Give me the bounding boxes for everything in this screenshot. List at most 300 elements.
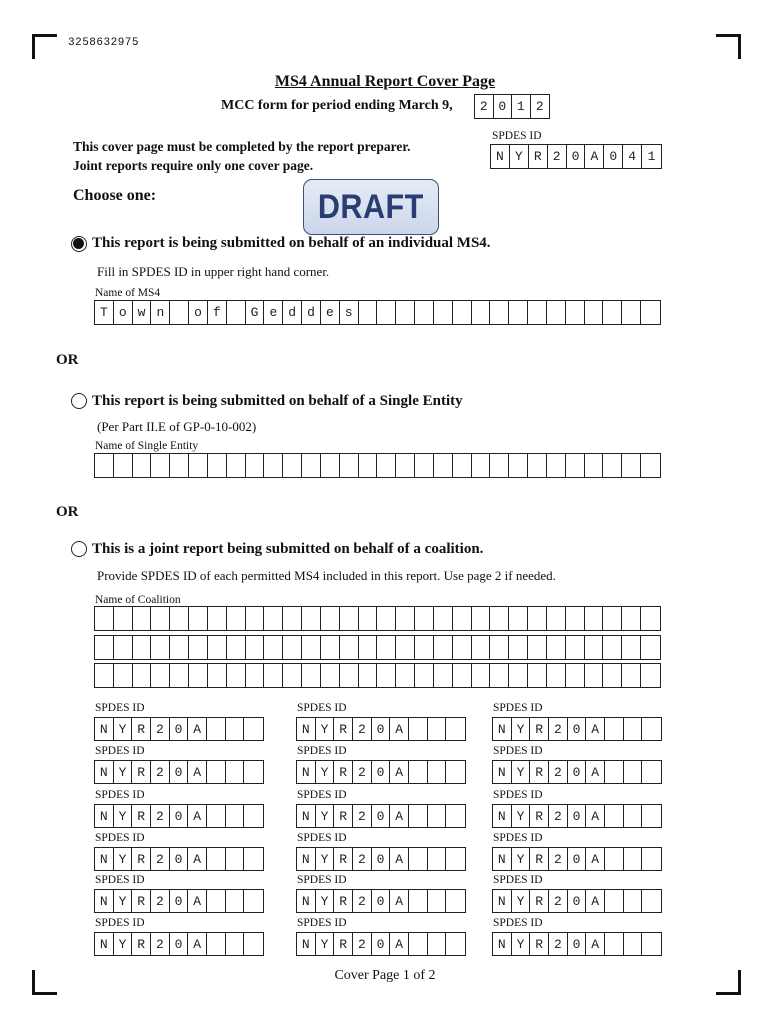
char-box (642, 890, 661, 912)
char-box (340, 664, 359, 687)
char-box (434, 607, 453, 630)
char-box (227, 301, 246, 324)
char-box (95, 636, 114, 659)
char-box (207, 933, 226, 955)
coalition-spdes-id-field[interactable] (296, 847, 466, 871)
char-box (446, 761, 465, 783)
char-box (472, 664, 491, 687)
char-box (566, 607, 585, 630)
char-box: N (493, 761, 512, 783)
doc-number: 3258632975 (68, 37, 140, 49)
char-box (428, 933, 447, 955)
char-box (264, 664, 283, 687)
char-box (641, 664, 660, 687)
char-box: R (530, 805, 549, 827)
char-box (409, 761, 428, 783)
char-box: Y (512, 805, 531, 827)
char-box (283, 664, 302, 687)
char-box (340, 607, 359, 630)
char-box (434, 636, 453, 659)
char-box (528, 301, 547, 324)
char-box (359, 607, 378, 630)
radio-individual-ms4[interactable] (71, 236, 87, 252)
char-box (409, 805, 428, 827)
char-box (566, 636, 585, 659)
char-box (321, 454, 340, 477)
char-box: 2 (151, 848, 170, 870)
char-box (246, 454, 265, 477)
coalition-spdes-label: SPDES ID (95, 917, 145, 929)
char-box (359, 454, 378, 477)
char-box (396, 607, 415, 630)
char-box: Y (510, 145, 529, 168)
coalition-spdes-id-field[interactable] (296, 889, 466, 913)
char-box: A (585, 145, 604, 168)
char-box (133, 454, 152, 477)
coalition-spdes-id-field[interactable] (94, 717, 264, 741)
char-box (377, 607, 396, 630)
char-box (396, 664, 415, 687)
name-of-coalition-label: Name of Coalition (95, 594, 181, 606)
char-box (547, 607, 566, 630)
char-box (642, 761, 661, 783)
char-box (226, 805, 245, 827)
char-box (605, 933, 624, 955)
char-box: 2 (549, 848, 568, 870)
intro-line-1: This cover page must be completed by the report preparer. (73, 139, 411, 154)
char-box: N (297, 890, 316, 912)
char-box: o (114, 301, 133, 324)
char-box: Y (114, 848, 133, 870)
char-box: R (334, 761, 353, 783)
char-box (585, 664, 604, 687)
or-divider-2: OR (56, 504, 79, 520)
char-box: R (132, 848, 151, 870)
char-box: R (530, 890, 549, 912)
char-box: N (493, 805, 512, 827)
char-box (302, 664, 321, 687)
char-box: Y (316, 805, 335, 827)
char-box: 2 (353, 718, 372, 740)
char-box (226, 890, 245, 912)
char-box (170, 607, 189, 630)
coalition-spdes-id-field[interactable] (94, 889, 264, 913)
char-box (133, 607, 152, 630)
char-box: 2 (549, 933, 568, 955)
char-box (321, 607, 340, 630)
char-box: 0 (170, 890, 189, 912)
char-box: 0 (372, 761, 391, 783)
char-box (566, 301, 585, 324)
char-box (624, 890, 643, 912)
char-box: 0 (568, 761, 587, 783)
year-field[interactable] (474, 94, 550, 119)
char-box: N (491, 145, 510, 168)
char-box: Y (114, 761, 133, 783)
char-box (283, 454, 302, 477)
corner-mark-top-right (716, 34, 741, 59)
char-box (622, 664, 641, 687)
char-box: A (188, 805, 207, 827)
coalition-spdes-id-field[interactable] (492, 847, 662, 871)
name-of-ms4-label: Name of MS4 (95, 287, 161, 299)
char-box (244, 933, 263, 955)
char-box: Y (114, 890, 133, 912)
char-box: R (132, 805, 151, 827)
char-box (642, 848, 661, 870)
name-of-coalition-field-line-2[interactable] (94, 635, 661, 660)
char-box: 0 (170, 761, 189, 783)
char-box (509, 301, 528, 324)
coalition-spdes-label: SPDES ID (493, 832, 543, 844)
char-box (605, 805, 624, 827)
coalition-spdes-label: SPDES ID (297, 874, 347, 886)
coalition-spdes-label: SPDES ID (297, 745, 347, 757)
char-box: 0 (372, 890, 391, 912)
char-box: N (297, 718, 316, 740)
coalition-spdes-label: SPDES ID (297, 789, 347, 801)
char-box (359, 301, 378, 324)
char-box: R (334, 805, 353, 827)
char-box (528, 636, 547, 659)
char-box (622, 636, 641, 659)
char-box (605, 890, 624, 912)
char-box (95, 664, 114, 687)
char-box: 0 (567, 145, 586, 168)
char-box: A (586, 890, 605, 912)
char-box (95, 454, 114, 477)
char-box (409, 848, 428, 870)
char-box (302, 607, 321, 630)
char-box (359, 636, 378, 659)
option-joint-instruction: Provide SPDES ID of each permitted MS4 included in this report. Use page 2 if needed. (97, 568, 556, 583)
char-box: A (390, 890, 409, 912)
char-box (396, 636, 415, 659)
char-box: A (390, 761, 409, 783)
char-box: 2 (549, 890, 568, 912)
char-box (208, 454, 227, 477)
char-box: n (151, 301, 170, 324)
char-box (264, 454, 283, 477)
char-box: R (132, 761, 151, 783)
option-single-heading: This report is being submitted on behalf of a Single Entity (92, 393, 463, 409)
char-box: N (493, 933, 512, 955)
char-box (244, 848, 263, 870)
name-of-ms4-field[interactable] (94, 300, 661, 325)
coalition-spdes-id-field[interactable] (94, 932, 264, 956)
char-box (603, 636, 622, 659)
char-box (453, 454, 472, 477)
char-box: N (493, 848, 512, 870)
char-box (415, 607, 434, 630)
coalition-spdes-label: SPDES ID (95, 702, 145, 714)
char-box: 2 (151, 890, 170, 912)
char-box: 0 (372, 718, 391, 740)
char-box: Y (114, 718, 133, 740)
char-box (359, 664, 378, 687)
char-box (622, 607, 641, 630)
coalition-spdes-label: SPDES ID (95, 745, 145, 757)
coalition-spdes-label: SPDES ID (297, 702, 347, 714)
char-box: A (188, 933, 207, 955)
char-box (283, 607, 302, 630)
char-box (446, 718, 465, 740)
char-box: 2 (549, 761, 568, 783)
char-box: o (189, 301, 208, 324)
char-box (446, 890, 465, 912)
char-box (207, 890, 226, 912)
char-box: 2 (151, 718, 170, 740)
spdes-id-field[interactable] (490, 144, 662, 169)
char-box: T (95, 301, 114, 324)
option-single-instruction: (Per Part II.E of GP-0-10-002) (97, 419, 257, 434)
char-box: N (95, 805, 114, 827)
char-box: A (390, 718, 409, 740)
char-box: N (95, 890, 114, 912)
coalition-spdes-id-field[interactable] (492, 760, 662, 784)
char-box (428, 718, 447, 740)
char-box: 2 (353, 890, 372, 912)
coalition-spdes-id-field[interactable] (296, 804, 466, 828)
char-box (396, 301, 415, 324)
char-box: 4 (623, 145, 642, 168)
char-box (377, 454, 396, 477)
char-box: A (390, 848, 409, 870)
char-box (227, 454, 246, 477)
char-box (189, 664, 208, 687)
char-box: A (586, 805, 605, 827)
char-box (246, 607, 265, 630)
char-box (603, 454, 622, 477)
char-box (603, 607, 622, 630)
coalition-spdes-id-field[interactable] (94, 847, 264, 871)
radio-joint-coalition[interactable] (71, 541, 87, 557)
char-box (585, 301, 604, 324)
coalition-spdes-label: SPDES ID (297, 917, 347, 929)
char-box: 2 (353, 805, 372, 827)
coalition-spdes-id-field[interactable] (296, 932, 466, 956)
coalition-spdes-label: SPDES ID (493, 917, 543, 929)
char-box (226, 718, 245, 740)
char-box (622, 454, 641, 477)
char-box (114, 664, 133, 687)
char-box: A (586, 933, 605, 955)
coalition-spdes-id-field[interactable] (296, 717, 466, 741)
char-box (409, 890, 428, 912)
coalition-spdes-id-field[interactable] (296, 760, 466, 784)
char-box (547, 636, 566, 659)
char-box (642, 933, 661, 955)
char-box (377, 301, 396, 324)
char-box (189, 607, 208, 630)
char-box (409, 933, 428, 955)
char-box: Y (512, 718, 531, 740)
char-box (641, 454, 660, 477)
char-box (641, 301, 660, 324)
coalition-spdes-id-field[interactable] (94, 760, 264, 784)
char-box: 1 (647, 149, 656, 164)
char-box: 0 (372, 805, 391, 827)
intro-line-2: Joint reports require only one cover page. (73, 158, 314, 173)
char-box: R (529, 145, 548, 168)
or-divider-1: OR (56, 352, 79, 368)
char-box: 0 (604, 145, 623, 168)
char-box (227, 636, 246, 659)
char-box (226, 933, 245, 955)
char-box (624, 718, 643, 740)
char-box: R (132, 718, 151, 740)
char-box (528, 664, 547, 687)
coalition-spdes-id-field[interactable] (492, 717, 662, 741)
char-box (490, 301, 509, 324)
coalition-spdes-label: SPDES ID (493, 702, 543, 714)
char-box: f (208, 301, 227, 324)
char-box (490, 636, 509, 659)
char-box (377, 664, 396, 687)
char-box (547, 664, 566, 687)
char-box: s (340, 301, 359, 324)
char-box (605, 718, 624, 740)
char-box (446, 848, 465, 870)
option-individual-instruction: Fill in SPDES ID in upper right hand corner. (97, 264, 330, 279)
char-box (244, 890, 263, 912)
char-box (453, 607, 472, 630)
char-box: 0 (170, 805, 189, 827)
char-box (446, 805, 465, 827)
coalition-spdes-label: SPDES ID (95, 874, 145, 886)
char-box: R (334, 890, 353, 912)
char-box: 0 (568, 933, 587, 955)
char-box (396, 454, 415, 477)
char-box: Y (114, 805, 133, 827)
char-box: N (95, 933, 114, 955)
char-box: 2 (151, 933, 170, 955)
char-box: R (530, 848, 549, 870)
char-box: e (264, 301, 283, 324)
char-box: 0 (568, 718, 587, 740)
char-box (528, 607, 547, 630)
char-box (585, 607, 604, 630)
char-box: N (95, 761, 114, 783)
char-box: A (188, 890, 207, 912)
char-box (189, 454, 208, 477)
char-box (170, 301, 189, 324)
char-box: N (297, 848, 316, 870)
char-box (603, 301, 622, 324)
char-box: 0 (494, 95, 513, 118)
char-box (207, 718, 226, 740)
coalition-spdes-id-field[interactable] (94, 804, 264, 828)
char-box: N (297, 805, 316, 827)
char-box (446, 933, 465, 955)
char-box (151, 636, 170, 659)
char-box: N (493, 890, 512, 912)
choose-one-label: Choose one: (73, 187, 157, 204)
char-box (547, 454, 566, 477)
char-box: 2 (151, 761, 170, 783)
coalition-spdes-id-field[interactable] (492, 889, 662, 913)
coalition-spdes-label: SPDES ID (95, 789, 145, 801)
spdes-id-label: SPDES ID (492, 130, 542, 142)
char-box (603, 664, 622, 687)
char-box (227, 607, 246, 630)
char-box: Y (316, 761, 335, 783)
char-box (133, 636, 152, 659)
char-box (566, 664, 585, 687)
char-box (321, 636, 340, 659)
char-box (434, 664, 453, 687)
char-box: R (334, 718, 353, 740)
page-subtitle: MCC form for period ending March 9, (221, 98, 453, 113)
char-box (453, 664, 472, 687)
char-box: 0 (372, 933, 391, 955)
char-box (340, 454, 359, 477)
char-box: 0 (170, 933, 189, 955)
option-joint-heading: This is a joint report being submitted on behalf of a coalition. (92, 541, 484, 557)
page-footer: Cover Page 1 of 2 (334, 968, 436, 983)
char-box (244, 718, 263, 740)
draft-stamp-text: DRAFT (318, 187, 424, 226)
char-box: Y (316, 933, 335, 955)
char-box (133, 664, 152, 687)
char-box: N (95, 848, 114, 870)
char-box: 2 (353, 761, 372, 783)
char-box (170, 664, 189, 687)
char-box: 0 (568, 848, 587, 870)
char-box (428, 805, 447, 827)
char-box: 2 (548, 145, 567, 168)
char-box: R (530, 933, 549, 955)
char-box (170, 454, 189, 477)
char-box: A (586, 718, 605, 740)
char-box (415, 301, 434, 324)
char-box (283, 636, 302, 659)
char-box: e (321, 301, 340, 324)
char-box (490, 664, 509, 687)
char-box (605, 761, 624, 783)
char-box: R (334, 848, 353, 870)
char-box (509, 636, 528, 659)
char-box (170, 636, 189, 659)
char-box: 0 (170, 848, 189, 870)
char-box (208, 636, 227, 659)
char-box (114, 454, 133, 477)
char-box: R (132, 933, 151, 955)
coalition-spdes-id-field[interactable] (492, 804, 662, 828)
coalition-spdes-label: SPDES ID (297, 832, 347, 844)
name-of-coalition-field-line-3[interactable] (94, 663, 661, 688)
char-box: 2 (353, 848, 372, 870)
char-box (509, 664, 528, 687)
char-box (585, 636, 604, 659)
char-box: N (493, 718, 512, 740)
char-box (189, 636, 208, 659)
char-box: A (586, 761, 605, 783)
name-of-single-entity-field[interactable] (94, 453, 661, 478)
char-box: A (390, 805, 409, 827)
char-box: 1 (512, 95, 531, 118)
char-box: 2 (353, 933, 372, 955)
coalition-spdes-id-field[interactable] (492, 932, 662, 956)
char-box (302, 454, 321, 477)
name-of-coalition-field-line-1[interactable] (94, 606, 661, 631)
char-box (641, 636, 660, 659)
char-box (377, 636, 396, 659)
char-box (415, 636, 434, 659)
coalition-spdes-label: SPDES ID (95, 832, 145, 844)
char-box (207, 761, 226, 783)
radio-single-entity[interactable] (71, 393, 87, 409)
